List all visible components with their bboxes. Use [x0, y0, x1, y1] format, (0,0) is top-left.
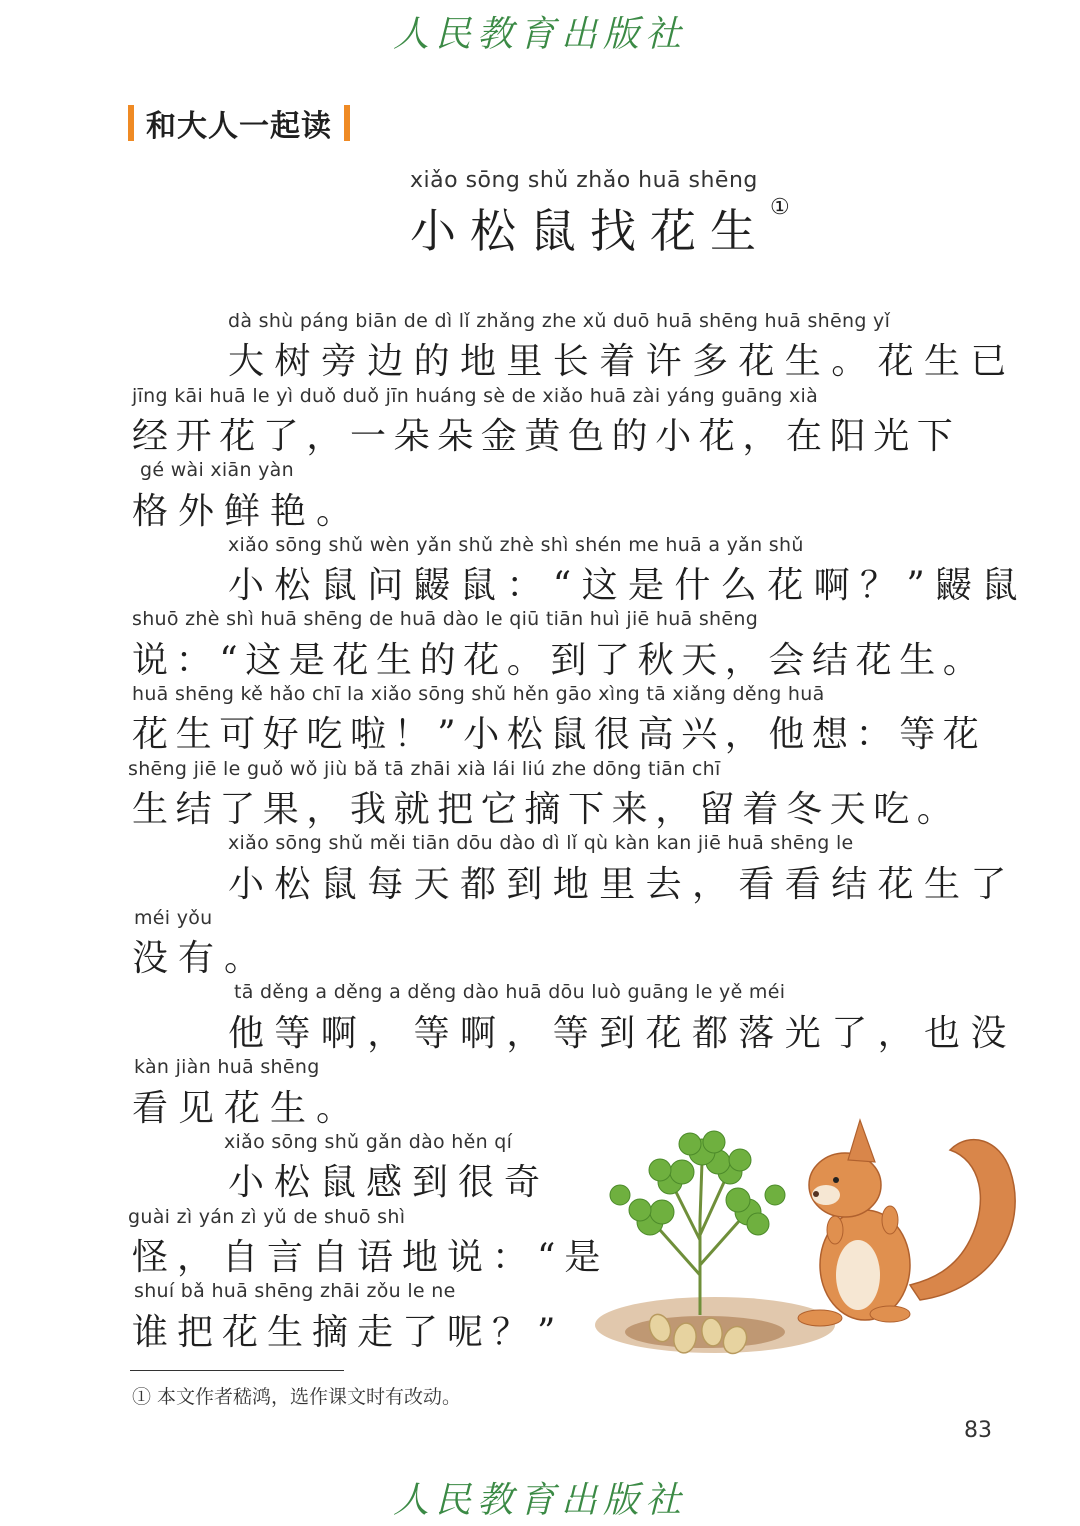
text-line: 怪，自言自语地说：“是 [132, 1237, 610, 1278]
accent-bar-right [344, 105, 350, 141]
section-label-text: 和大人一起读 [146, 109, 332, 144]
pinyin-line: kàn jiàn huā shēng [134, 1056, 320, 1078]
footnote: ① 本文作者嵇鸿，选作课文时有改动。 [132, 1386, 462, 1408]
squirrel-belly [836, 1240, 880, 1310]
pinyin-line: tā děng a děng a děng dào huā dōu luò guāng le yě méi [234, 981, 786, 1003]
text-line: 大树旁边的地里长着许多花生。花生已 [228, 341, 1017, 382]
squirrel-head [809, 1153, 881, 1217]
pinyin-line: dà shù páng biān de dì lǐ zhǎng zhe xǔ duō huā shēng huā shēng yǐ [228, 310, 891, 332]
text-line: 小松鼠每天都到地里去，看看结花生了 [228, 864, 1017, 905]
accent-bar-left [128, 105, 134, 141]
pinyin-line: gé wài xiān yàn [140, 459, 294, 481]
publisher-logo-bottom: 人民教育出版社 [392, 1480, 687, 1521]
pinyin-line: shēng jiē le guǒ wǒ jiù bǎ tā zhāi xià lái liú zhe dōng tiān chī [128, 758, 721, 780]
title-pinyin: xiǎo sōng shǔ zhǎo huā shēng [410, 168, 758, 193]
text-line: 经开花了，一朵朵金黄色的小花，在阳光下 [132, 416, 961, 457]
pinyin-line: xiǎo sōng shǔ gǎn dào hěn qí [224, 1131, 513, 1153]
pinyin-line: huā shēng kě hǎo chī la xiǎo sōng shǔ hěn gāo xìng tā xiǎng děng huā [132, 683, 825, 705]
footnote-divider [130, 1370, 344, 1371]
text-line: 格外鲜艳。 [132, 491, 363, 532]
squirrel-nose [813, 1191, 819, 1197]
squirrel-ear [848, 1120, 875, 1162]
pinyin-line: shuí bǎ huā shēng zhāi zǒu le ne [134, 1280, 456, 1302]
pinyin-line: guài zì yán zì yǔ de shuō shì [128, 1206, 406, 1228]
squirrel-and-peanut-plant-illustration [590, 1100, 1050, 1370]
text-line: 没有。 [132, 938, 271, 979]
squirrel-eye [833, 1177, 839, 1183]
text-line: 花生可好吃啦！”小松鼠很高兴，他想：等花 [132, 714, 987, 755]
footnote-mark: ① [770, 195, 790, 220]
text-line: 他等啊，等啊，等到花都落光了，也没 [228, 1013, 1017, 1054]
pinyin-line: méi yǒu [134, 907, 213, 929]
pinyin-line: shuō zhè shì huā shēng de huā dào le qiū tiān huì jiē huā shēng [132, 608, 759, 630]
text-line: 看见花生。 [132, 1088, 363, 1129]
publisher-logo-top: 人民教育出版社 [392, 14, 687, 55]
page-number: 83 [964, 1418, 992, 1443]
title-text: 小松鼠找花生 [410, 204, 770, 258]
pinyin-line: xiǎo sōng shǔ měi tiān dōu dào dì lǐ qù kàn kan jiē huā shēng le [228, 832, 854, 854]
text-line: 小松鼠问鼹鼠：“这是什么花啊？”鼹鼠 [228, 565, 1029, 606]
text-line: 生结了果，我就把它摘下来，留着冬天吃。 [132, 789, 961, 830]
pinyin-line: jīng kāi huā le yì duǒ duǒ jīn huáng sè de xiǎo huā zài yáng guāng xià [132, 385, 819, 407]
text-line: 小松鼠感到很奇 [228, 1162, 551, 1203]
section-label [128, 102, 350, 144]
page-title [410, 195, 790, 261]
pinyin-line: xiǎo sōng shǔ wèn yǎn shǔ zhè shì shén me huā a yǎn shǔ [228, 534, 804, 556]
squirrel-tail [910, 1140, 1015, 1300]
text-line: 说：“这是花生的花。到了秋天，会结花生。 [132, 640, 987, 681]
text-line: 谁把花生摘走了呢？” [132, 1312, 565, 1353]
